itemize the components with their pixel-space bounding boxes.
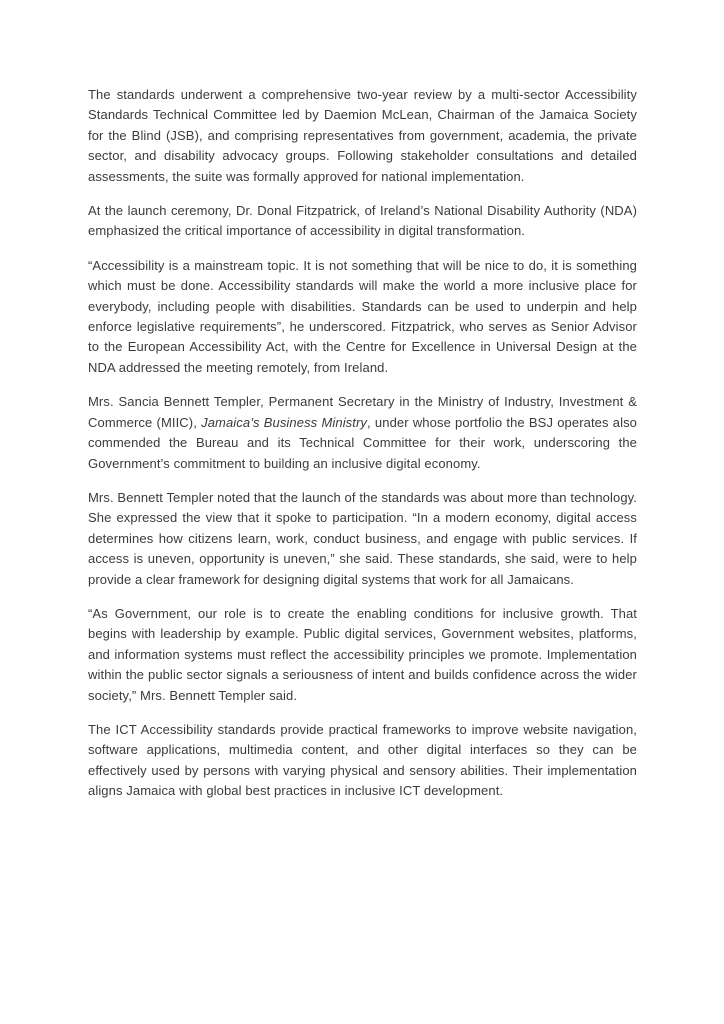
paragraph-bennett-templer-intro (88, 392, 637, 474)
paragraph-segment-tail: , under whose portfolio the BSJ operates also commended the Bureau and its Technical Committee for their work, underscoring the Government’s commitment to building an inclusive digital economy. (88, 414, 638, 471)
paragraph-launch-ceremony: At the launch ceremony, Dr. Donal Fitzpatrick, of Ireland’s National Disability Authority (NDA) emphasized the critical importance of accessibility in digital transformation. (88, 203, 637, 239)
paragraph-standards-review: The standards underwent a comprehensive two-year review by a multi-sector Accessibility Standards Technical Committee led by Daemion McLean, Chairman of the Jamaica Society for the Blind (JSB), and comprising representatives from government, academia, the private sector, and disability advocacy groups. Following stakeholder consultations and detailed assessments, the suite was formally approved for national implementation. (88, 87, 637, 184)
paragraph-ict-frameworks: The ICT Accessibility standards provide practical frameworks to improve website navigation, software applications, multimedia content, and other digital interfaces so they can be effectively used by persons with varying physical and sensory abilities. Their implementation aligns Jamaica with global best practices in inclusive ICT development. (88, 721, 637, 799)
paragraph-government-role-quote: “As Government, our role is to create the enabling conditions for inclusive growth. That begins with leadership by example. Public digital services, Government websites, platforms, and information systems must reflect the accessibility principles we promote. Implementation within the public sector signals a seriousness of intent and builds confidence across the wider society,” Mrs. Bennett Templer said. (88, 605, 637, 703)
paragraph-segment-lead: Mrs. Sancia Bennett Templer, Permanent Secretary in the Ministry of Industry, Investment & Commerce (MIIC), (88, 394, 637, 430)
paragraph-fitzpatrick-quote: “Accessibility is a mainstream topic. It is not something that will be nice to do, it is something which must be done. Accessibility standards will make the world a more inclusive place for everybody, including people with disabilities. Standards can be used to underpin and help enforce legislative requirements”, he underscored. Fitzpatrick, who serves as Senior Advisor to the European Accessibility Act, with the Centre for Excellence in Universal Design at the NDA addressed the meeting remotely, from Ireland. (88, 257, 637, 375)
article-body (88, 85, 637, 802)
ministry-italic-phrase: Jamaica’s Business Ministry (201, 414, 368, 430)
paragraph-participation: Mrs. Bennett Templer noted that the launch of the standards was about more than technology. She expressed the view that it spoke to participation. “In a modern economy, digital access determines how citizens learn, work, conduct business, and engage with public services. If access is uneven, opportunity is uneven,” she said. These standards, she said, were to help provide a clear framework for designing digital systems that work for all Jamaicans. (88, 489, 637, 587)
